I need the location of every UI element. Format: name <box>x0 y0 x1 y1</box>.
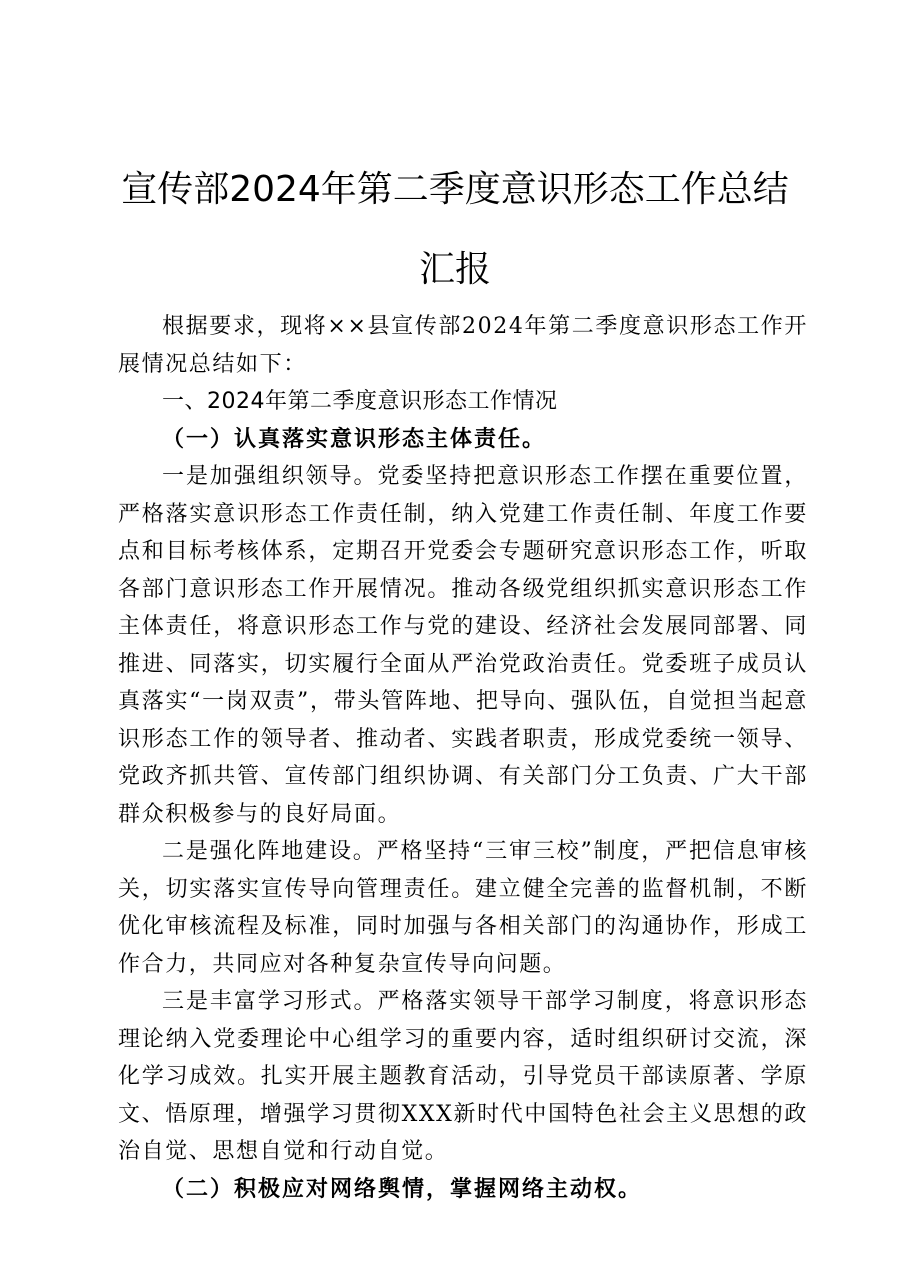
document-body <box>118 308 808 1208</box>
body-paragraph-1: 一是加强组织领导。党委坚持把意识形态工作摆在重要位置，严格落实意识形态工作责任制，纳入党建工作责任制、年度工作要点和目标考核体系，定期召开党委会专题研究意识形态工作，听取各部门意识形态工作开展情况。推动各级党组织抓实意识形态工作主体责任，将意识形态工作与党的建设、经济社会发展同部署、同推进、同落实，切实履行全面从严治党政治责任。党委班子成员认真落实“一岗双责”，带头管阵地、把导向、强队伍，自觉担当起意识形态工作的领导者、推动者、实践者职责，形成党委统一领导、党政齐抓共管、宣传部门组织协调、有关部门分工负责、广大干部群众积极参与的良好局面。 <box>118 464 808 827</box>
intro-paragraph: 根据要求，现将××县宣传部2024年第二季度意识形态工作开展情况总结如下： <box>118 314 808 377</box>
section-heading-1: 一、2024年第二季度意识形态工作情况 <box>162 389 558 414</box>
subsection-heading-1: （一）认真落实意识形态主体责任。 <box>162 425 547 452</box>
document-title: 宣传部2024年第二季度意识形态工作总结汇报 <box>121 169 789 290</box>
subsection-heading-2: （二）积极应对网络舆情，掌握网络主动权。 <box>162 1175 643 1202</box>
body-paragraph-2: 二是强化阵地建设。严格坚持“三审三校”制度，严把信息审核关，切实落实宣传导向管理责任。建立健全完善的监督机制，不断优化审核流程及标准，同时加强与各相关部门的沟通协作，形成工作合力，共同应对各种复杂宣传导向问题。 <box>118 839 808 977</box>
body-paragraph-3: 三是丰富学习形式。严格落实领导干部学习制度，将意识形态理论纳入党委理论中心组学习的重要内容，适时组织研讨交流，深化学习成效。扎实开展主题教育活动，引导党员干部读原著、学原文、悟原理，增强学习贯彻XXX新时代中国特色社会主义思想的政治自觉、思想自觉和行动自觉。 <box>118 989 808 1164</box>
